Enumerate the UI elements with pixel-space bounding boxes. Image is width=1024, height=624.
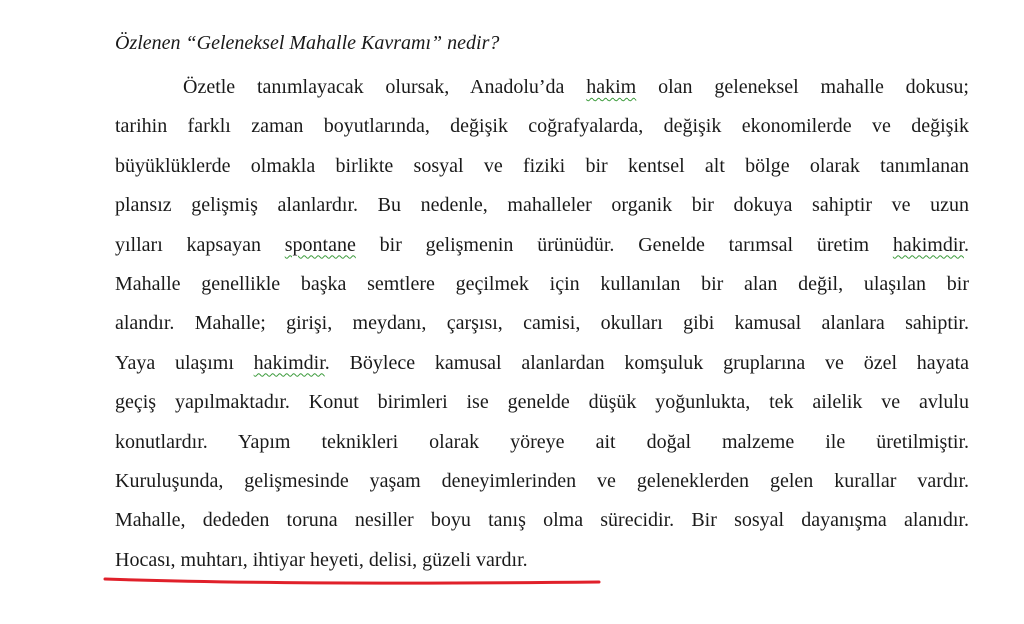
- spellcheck-flagged-word: hakimdir: [892, 233, 964, 256]
- text-segment: yılları kapsayan: [115, 233, 285, 256]
- text-segment: . Böylece kamusal alanlardan komşuluk gruplarına ve özel hayata: [324, 351, 969, 374]
- text-segment: bir gelişmenin ürünüdür. Genelde tarımsal üretim: [355, 233, 893, 256]
- body-paragraph: [115, 68, 969, 580]
- section-question-heading: Özlenen “Geleneksel Mahalle Kavramı” nedir?: [115, 32, 500, 54]
- paragraph-line: [115, 186, 969, 225]
- text-segment: plansız gelişmiş alanlardır. Bu nedenle, mahalleler organik bir dokuya sahiptir ve uzun: [115, 194, 969, 217]
- paragraph-line: [115, 541, 969, 580]
- spellcheck-flagged-word: spontane: [284, 233, 356, 256]
- paragraph-line: [115, 344, 969, 383]
- text-segment: Mahalle, dededen toruna nesiller boyu tanış olma sürecidir. Bir sosyal dayanışma alanıdır.: [115, 509, 969, 532]
- paragraph-line: [115, 107, 969, 146]
- spellcheck-flagged-word: hakimdir: [253, 351, 325, 374]
- paragraph-line: [115, 147, 969, 186]
- paragraph-line: [115, 68, 969, 107]
- text-segment: alandır. Mahalle; girişi, meydanı, çarşısı, camisi, okulları gibi kamusal alanlara sahiptir.: [115, 312, 969, 335]
- text-segment: Özetle tanımlayacak olursak, Anadolu’da: [183, 76, 587, 98]
- paragraph-line: [115, 383, 969, 422]
- text-segment: geçiş yapılmaktadır. Konut birimleri ise genelde düşük yoğunlukta, tek ailelik ve avlulu: [115, 391, 969, 414]
- text-segment: konutlardır. Yapım teknikleri olarak yöreye ait doğal malzeme ile üretilmiştir.: [115, 430, 969, 453]
- text-segment: tarihin farklı zaman boyutlarında, değişik coğrafyalarda, değişik ekonomilerde ve değişik: [115, 115, 969, 138]
- spellcheck-flagged-word: hakim: [586, 76, 637, 98]
- text-segment: Mahalle genellikle başka semtlere geçilmek için kullanılan bir alan değil, ulaşılan bir: [115, 272, 969, 295]
- text-segment: olan geleneksel mahalle dokusu;: [636, 76, 969, 98]
- text-segment: Hocası, muhtarı, ihtiyar heyeti, delisi, güzeli vardır.: [115, 548, 528, 571]
- text-segment: büyüklüklerde olmakla birlikte sosyal ve fiziki bir kentsel alt bölge olarak tanımlanan: [115, 154, 969, 177]
- paragraph-line: [115, 226, 969, 265]
- text-segment: .: [963, 233, 969, 256]
- paragraph-line: [115, 423, 969, 462]
- paragraph-line: [115, 462, 969, 501]
- text-segment: Yaya ulaşımı: [115, 351, 254, 374]
- text-segment: Kuruluşunda, gelişmesinde yaşam deneyimlerinden ve geleneklerden gelen kurallar vardır.: [115, 469, 969, 492]
- paragraph-line: [115, 304, 969, 343]
- paragraph-line: [115, 501, 969, 540]
- paragraph-line: [115, 265, 969, 304]
